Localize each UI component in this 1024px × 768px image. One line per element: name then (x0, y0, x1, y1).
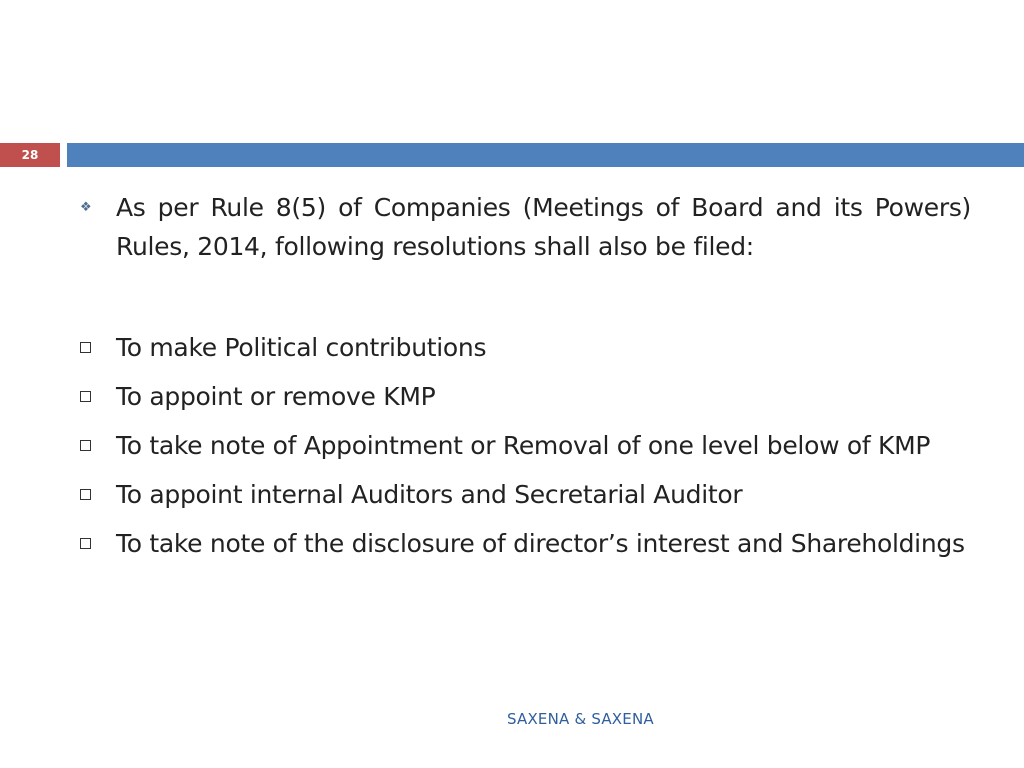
slide-content (78, 188, 971, 573)
footer-text: SAXENA & SAXENA (507, 710, 654, 728)
list-item-text: To appoint or remove KMP (116, 382, 436, 411)
list-item-text: To take note of Appointment or Removal of one level below of KMP (116, 431, 931, 460)
square-outline-icon (80, 440, 91, 451)
square-outline-icon (80, 538, 91, 549)
diamond-cluster-icon: ❖ (80, 200, 92, 215)
intro-text: As per Rule 8(5) of Companies (Meetings of Board and its Powers) Rules, 2014, following resolutions shall also be filed: (116, 193, 971, 261)
list-item (78, 426, 971, 465)
header-bar (67, 143, 1024, 167)
list-item (78, 377, 971, 416)
square-outline-icon (80, 489, 91, 500)
list-item-text: To take note of the disclosure of director’s interest and Shareholdings (116, 529, 965, 558)
list-item-text: To appoint internal Auditors and Secretarial Auditor (116, 480, 743, 509)
list-item (78, 475, 971, 514)
square-outline-icon (80, 391, 91, 402)
slide-number: 28 (0, 143, 60, 167)
square-outline-icon (80, 342, 91, 353)
list-item-text: To make Political contributions (116, 333, 487, 362)
intro-bullet-item (78, 188, 971, 266)
list-item (78, 524, 971, 563)
list-item (78, 328, 971, 367)
